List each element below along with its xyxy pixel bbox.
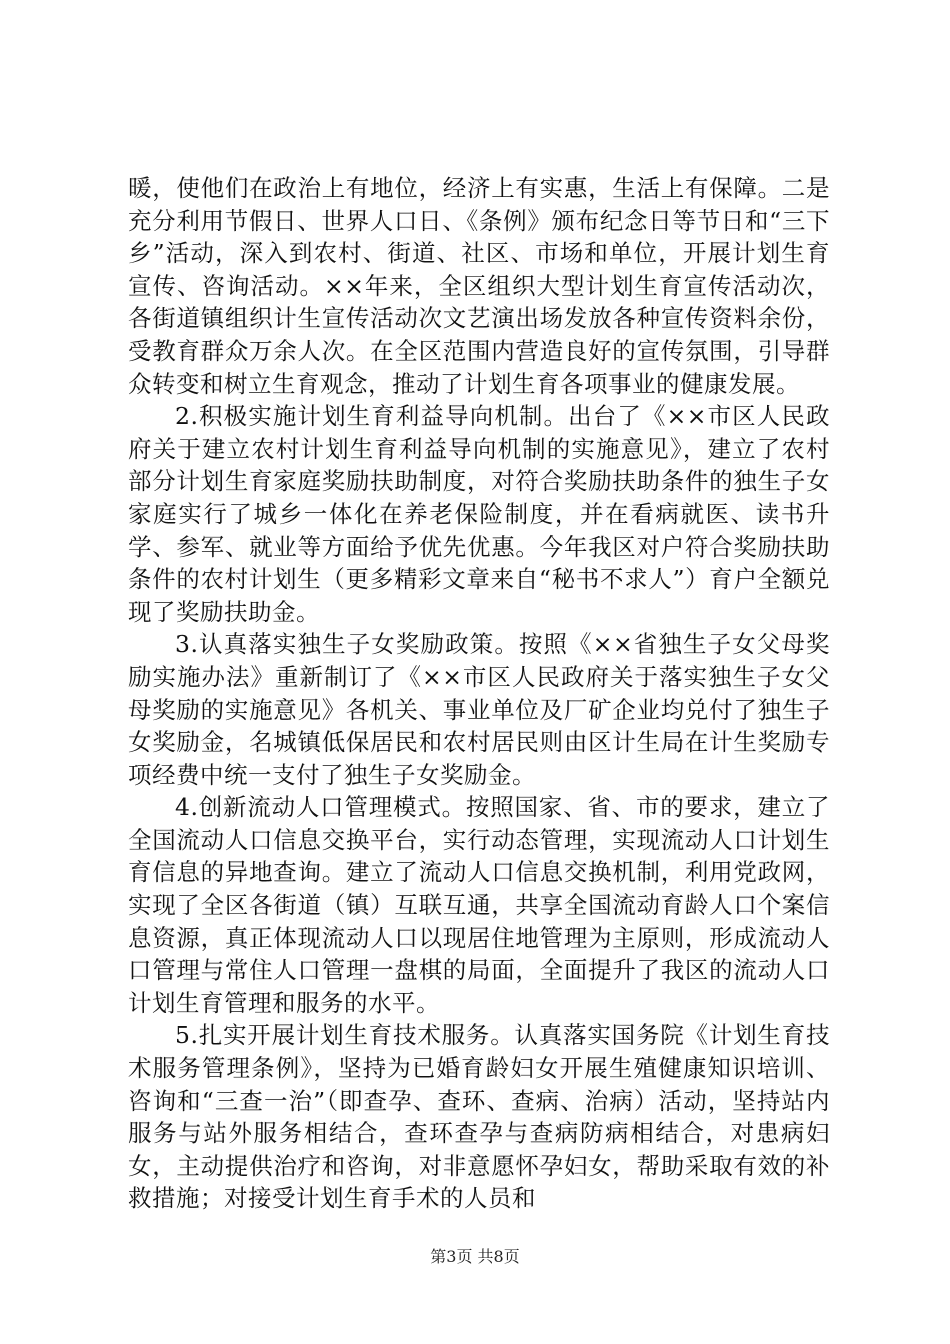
paragraph-2-incentive-mechanism: 2.积极实施计划生育利益导向机制。出台了《××市区人民政府关于建立农村计划生育利益导向机制的实施意见》，建立了农村部分计划生育家庭奖励扶助制度，对符合奖励扶助条件的独生子女家庭实行了城乡一体化在养老保险制度，并在看病就医、读书升学、参军、就业等方面给予优先优惠。今年我区对户符合奖励扶助条件的农村计划生（更多精彩文章来自“秘书不求人”）育户全额兑现了奖励扶助金。 [128, 402, 830, 626]
paragraph-continuation: 暖，使他们在政治上有地位，经济上有实惠，生活上有保障。二是充分利用节假日、世界人口日、《条例》颁布纪念日等节日和“三下乡”活动，深入到农村、街道、社区、市场和单位，开展计划生育宣传、咨询活动。××年来，全区组织大型计划生育宣传活动次，各街道镇组织计生宣传活动次文艺演出场发放各种宣传资料余份，受教育群众万余人次。在全区范围内营造良好的宣传氛围，引导群众转变和树立生育观念，推动了计划生育各项事业的健康发展。 [128, 174, 830, 398]
document-body [128, 172, 830, 1215]
paragraph-3-only-child-reward: 3.认真落实独生子女奖励政策。按照《××省独生子女父母奖励实施办法》重新制订了《××市区人民政府关于落实独生子女父母奖励的实施意见》各机关、事业单位及厂矿企业均兑付了独生子女奖励金，名城镇低保居民和农村居民则由区计生局在计生奖励专项经费中统一支付了独生子女奖励金。 [128, 630, 830, 789]
page-number-footer: 第3页 共8页 [430, 1247, 520, 1266]
paragraph-5-technical-service: 5.扎实开展计划生育技术服务。认真落实国务院《计划生育技术服务管理条例》，坚持为已婚育龄妇女开展生殖健康知识培训、咨询和“三查一治”（即查孕、查环、查病、治病）活动，坚持站内服务与站外服务相结合，查环查孕与查病防病相结合，对患病妇女，主动提供治疗和咨询，对非意愿怀孕妇女，帮助采取有效的补救措施；对接受计划生育手术的人员和 [128, 1021, 830, 1213]
paragraph-4-floating-population: 4.创新流动人口管理模式。按照国家、省、市的要求，建立了全国流动人口信息交换平台，实行动态管理，实现流动人口计划生育信息的异地查询。建立了流动人口信息交换机制，利用党政网，实现了全区各街道（镇）互联互通，共享全国流动育龄人口个案信息资源，真正体现流动人口以现居住地管理为主原则，形成流动人口管理与常住人口管理一盘棋的局面，全面提升了我区的流动人口计划生育管理和服务的水平。 [128, 793, 830, 1017]
